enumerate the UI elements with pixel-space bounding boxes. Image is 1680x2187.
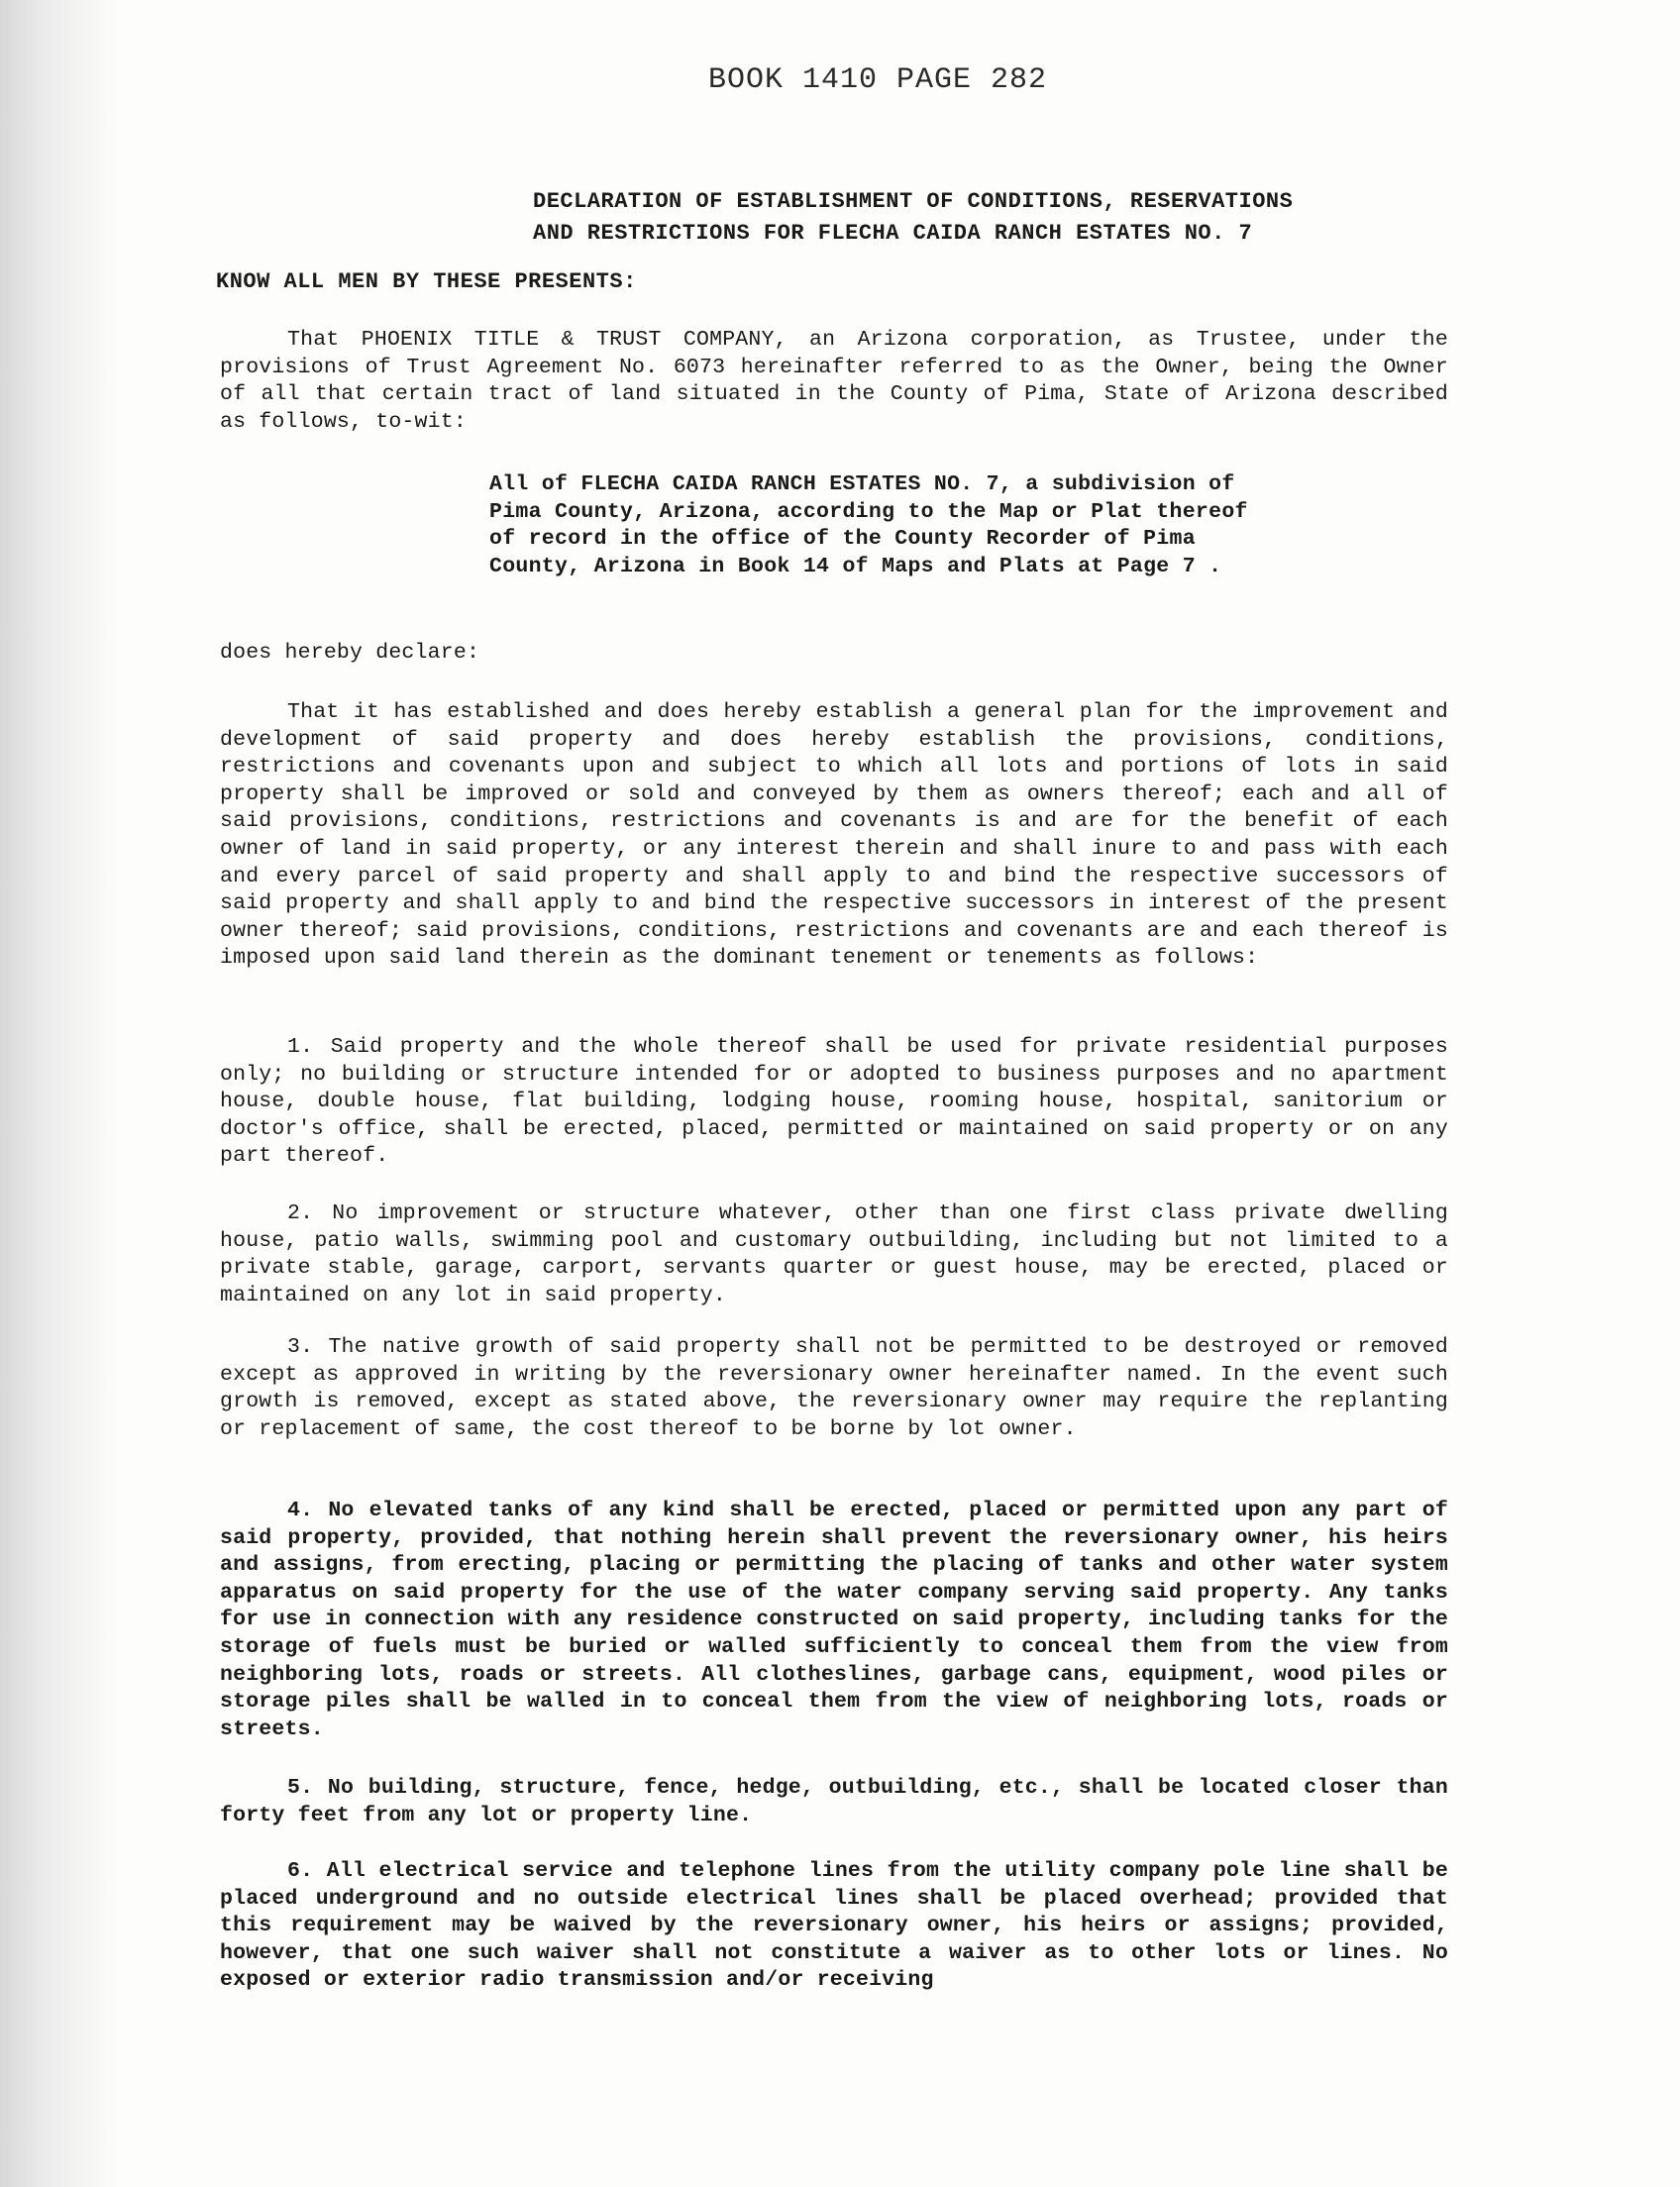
section-2: 2. No improvement or structure whatever, other than one first class private dwelling house, patio walls, swimming pool and customary outbuilding, including but not limited to a private stable, garage, carport, servants quarter or guest house, may be erected, placed or maintained on any lot in said property. — [220, 1201, 1448, 1307]
declare-line: does hereby declare: — [220, 641, 480, 665]
document-title — [533, 186, 1424, 250]
greeting: KNOW ALL MEN BY THESE PRESENTS: — [216, 269, 637, 294]
preamble-paragraph: That it has established and does hereby establish a general plan for the improvement and development of said property and does hereby establish the provisions, conditions, restrictions and covenants upon and subject to which all lots and portions of lots in said property shall be improved or sold and conveyed by them as owners thereof; each and all of said provisions, conditions, restrictions and covenants is and are for the benefit of each owner of land in said property, or any interest therein and shall inure to and pass with each and every parcel of said property and shall apply to and bind the respective successors of said property and shall apply to and bind the respective successors in interest of the present owner thereof; said provisions, conditions, restrictions and covenants are and each thereof is imposed upon said land therein as the dominant tenement or tenements as follows: — [220, 700, 1448, 971]
title-line-1: DECLARATION OF ESTABLISHMENT OF CONDITIONS, RESERVATIONS — [533, 189, 1294, 214]
section-3: 3. The native growth of said property shall not be permitted to be destroyed or removed except as approved in writing by the reversionary owner hereinafter named. In the event such growth is removed, except as stated above, the reversionary owner may require the replanting or replacement of same, the cost thereof to be borne by lot owner. — [220, 1335, 1448, 1441]
section-1: 1. Said property and the whole thereof shall be used for private residential purposes only; no building or structure intended for or adopted to business purposes and no apartment house, double house, flat building, lodging house, rooming house, hospital, sanitorium or doctor's office, shall be erected, placed, permitted or maintained on said property or on any part thereof. — [220, 1035, 1448, 1169]
intro-paragraph: That PHOENIX TITLE & TRUST COMPANY, an Arizona corporation, as Trustee, under the provisions of Trust Agreement No. 6073 hereinafter referred to as the Owner, being the Owner of all that certain tract of land situated in the County of Pima, State of Arizona described as follows, to-wit: — [220, 328, 1448, 434]
legal-description: All of FLECHA CAIDA RANCH ESTATES NO. 7, a subdivision of Pima County, Arizona, according to the Map or Plat thereof of record in the office of the County Recorder of Pima County, Arizona in Book 14 of Maps and Plats at Page 7 . — [489, 472, 1248, 578]
section-6: 6. All electrical service and telephone lines from the utility company pole line shall be placed underground and no outside electrical lines shall be placed overhead; provided that this requirement may be waived by the reversionary owner, his heirs or assigns; provided, however, that one such waiver shall not constitute a waiver as to other lots or lines. No exposed or exterior radio transmission and/or receiving — [220, 1859, 1448, 1993]
section-5: 5. No building, structure, fence, hedge, outbuilding, etc., shall be located closer than forty feet from any lot or property line. — [220, 1776, 1448, 1827]
book-page-reference: BOOK 1410 PAGE 282 — [708, 63, 1048, 97]
scan-edge-shadow — [0, 0, 119, 2187]
title-line-2: AND RESTRICTIONS FOR FLECHA CAIDA RANCH ESTATES NO. 7 — [533, 221, 1253, 246]
section-4: 4. No elevated tanks of any kind shall be erected, placed or permitted upon any part of said property, provided, that nothing herein shall prevent the reversionary owner, his heirs and assigns, from erecting, placing or permitting the placing of tanks and other water system apparatus on said property for the use of the water company serving said property. Any tanks for use in connection with any residence constructed on said property, including tanks for the storage of fuels must be buried or walled sufficiently to conceal them from the view from neighboring lots, roads or streets. All clotheslines, garbage cans, equipment, wood piles or storage piles shall be walled in to conceal them from the view of neighboring lots, roads or streets. — [220, 1499, 1448, 1741]
